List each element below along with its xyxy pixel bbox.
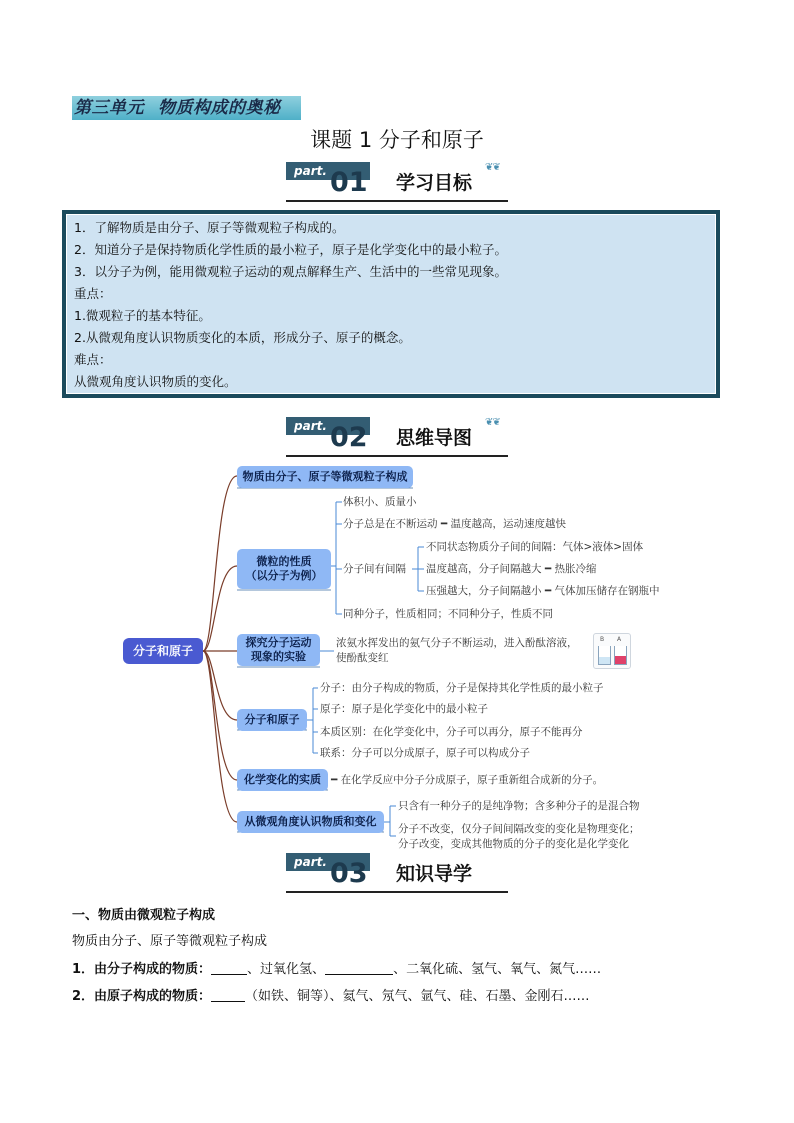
part-number: 02 bbox=[330, 422, 368, 453]
part-number: 03 bbox=[330, 858, 368, 889]
leaf-text: ━ 在化学反应中分子分成原子，原子重新组合成新的分子。 bbox=[331, 774, 604, 786]
objective-line: 2．知道分子是保持物质化学性质的最小粒子，原子是化学变化中的最小粒子。 bbox=[74, 242, 507, 257]
branch-node: 化学变化的实质 bbox=[237, 769, 328, 791]
item-text: 、过氧化氢、 bbox=[247, 962, 326, 977]
part-label: 知识导学 bbox=[396, 863, 473, 885]
leaf-text: 温度越高，分子间隔越大 ━ 热胀冷缩 bbox=[426, 563, 597, 575]
leaf-text: 压强越大，分子间隔越小 ━ 气体加压储存在钢瓶中 bbox=[426, 585, 660, 597]
part-tab bbox=[286, 853, 370, 889]
part-label: 学习目标 bbox=[396, 172, 473, 194]
leaf-text: 分子：由分子构成的物质，分子是保持其化学性质的最小粒子 bbox=[320, 682, 604, 694]
fill-in-item-2 bbox=[72, 987, 590, 1007]
leaf-text: 浓氨水挥发出的氨气分子不断运动，进入酚酞溶液， 使酚酞变红 bbox=[336, 637, 578, 664]
part-number: 01 bbox=[330, 167, 368, 198]
item-label: 2．由原子构成的物质： bbox=[72, 989, 212, 1004]
unit-name: 物质构成的奥秘 bbox=[158, 98, 281, 118]
leaf-text: 不同状态物质分子间的间隔：气体>液体>固体 bbox=[426, 541, 644, 553]
objective-line: 3．以分子为例，能用微观粒子运动的观点解释生产、生活中的一些常见现象。 bbox=[74, 264, 507, 279]
section-intro: 物质由分子、原子等微观粒子构成 bbox=[72, 934, 268, 949]
leaf-text: 本质区别：在化学变化中，分子可以再分，原子不能再分 bbox=[320, 726, 583, 738]
objective-line: 重点： bbox=[74, 286, 112, 301]
mindmap-root: 分子和原子 bbox=[123, 638, 203, 664]
beaker-b bbox=[598, 646, 611, 665]
leaf-icon: ❦❦ bbox=[485, 162, 500, 173]
objective-line: 从微观角度认识物质的变化。 bbox=[74, 374, 237, 389]
branch-node: 从微观角度认识物质和变化 bbox=[237, 811, 384, 833]
objective-line: 2.从微观角度认识物质变化的本质，形成分子、原子的概念。 bbox=[74, 330, 411, 345]
leaf-text: 分子总是在不断运动 ━ 温度越高，运动速度越快 bbox=[343, 518, 566, 530]
answer-blank[interactable] bbox=[211, 960, 247, 975]
branch-node: 微粒的性质 （以分子为例） bbox=[237, 549, 331, 589]
part-label: 思维导图 bbox=[396, 427, 473, 449]
unit-prefix: 第三单元 bbox=[74, 98, 144, 118]
objective-line: 1．了解物质是由分子、原子等微观粒子构成的。 bbox=[74, 220, 345, 235]
branch-node: 物质由分子、原子等微观粒子构成 bbox=[237, 466, 413, 488]
answer-blank[interactable] bbox=[211, 987, 245, 1002]
item-text: （如铁、铜等）、氦气、氖气、氩气、硅、石墨、金刚石…… bbox=[245, 989, 590, 1004]
leaf-text: 分子间有间隔 bbox=[343, 563, 406, 575]
beaker-a bbox=[614, 646, 627, 665]
part-03-header bbox=[286, 851, 508, 895]
item-text: 、二氧化硫、氢气、氧气、氮气…… bbox=[393, 962, 602, 977]
item-label: 1．由分子构成的物质： bbox=[72, 962, 212, 977]
part-word: part. bbox=[294, 419, 327, 433]
lesson-title: 课题 1 分子和原子 bbox=[310, 128, 484, 152]
leaf-text: 分子不改变，仅分子间间隔改变的变化是物理变化； 分子改变，变成其他物质的分子的变化是化学变化 bbox=[398, 823, 640, 850]
branch-node: 分子和原子 bbox=[237, 709, 307, 731]
objective-line: 难点： bbox=[74, 352, 112, 367]
leaf-text: 同种分子，性质相同；不同种分子，性质不同 bbox=[343, 608, 553, 620]
leaf-icon: ❦❦ bbox=[485, 417, 500, 428]
section-heading: 一、物质由微观粒子构成 bbox=[72, 908, 216, 923]
leaf-text: 联系：分子可以分成原子，原子可以构成分子 bbox=[320, 747, 530, 759]
objective-line: 1.微观粒子的基本特征。 bbox=[74, 308, 211, 323]
leaf-text: 只含有一种分子的是纯净物；含多种分子的是混合物 bbox=[398, 800, 640, 812]
beaker-label: B bbox=[600, 636, 605, 643]
leaf-text: 体积小、质量小 bbox=[343, 496, 417, 508]
part-word: part. bbox=[294, 164, 327, 178]
beaker-label: A bbox=[617, 636, 622, 643]
answer-blank[interactable] bbox=[325, 960, 393, 975]
beaker-illustration bbox=[593, 633, 631, 669]
leaf-text: 原子：原子是化学变化中的最小粒子 bbox=[320, 703, 488, 715]
branch-node: 探究分子运动 现象的实验 bbox=[237, 634, 320, 666]
part-word: part. bbox=[294, 855, 327, 869]
fill-in-item-1 bbox=[72, 960, 601, 980]
